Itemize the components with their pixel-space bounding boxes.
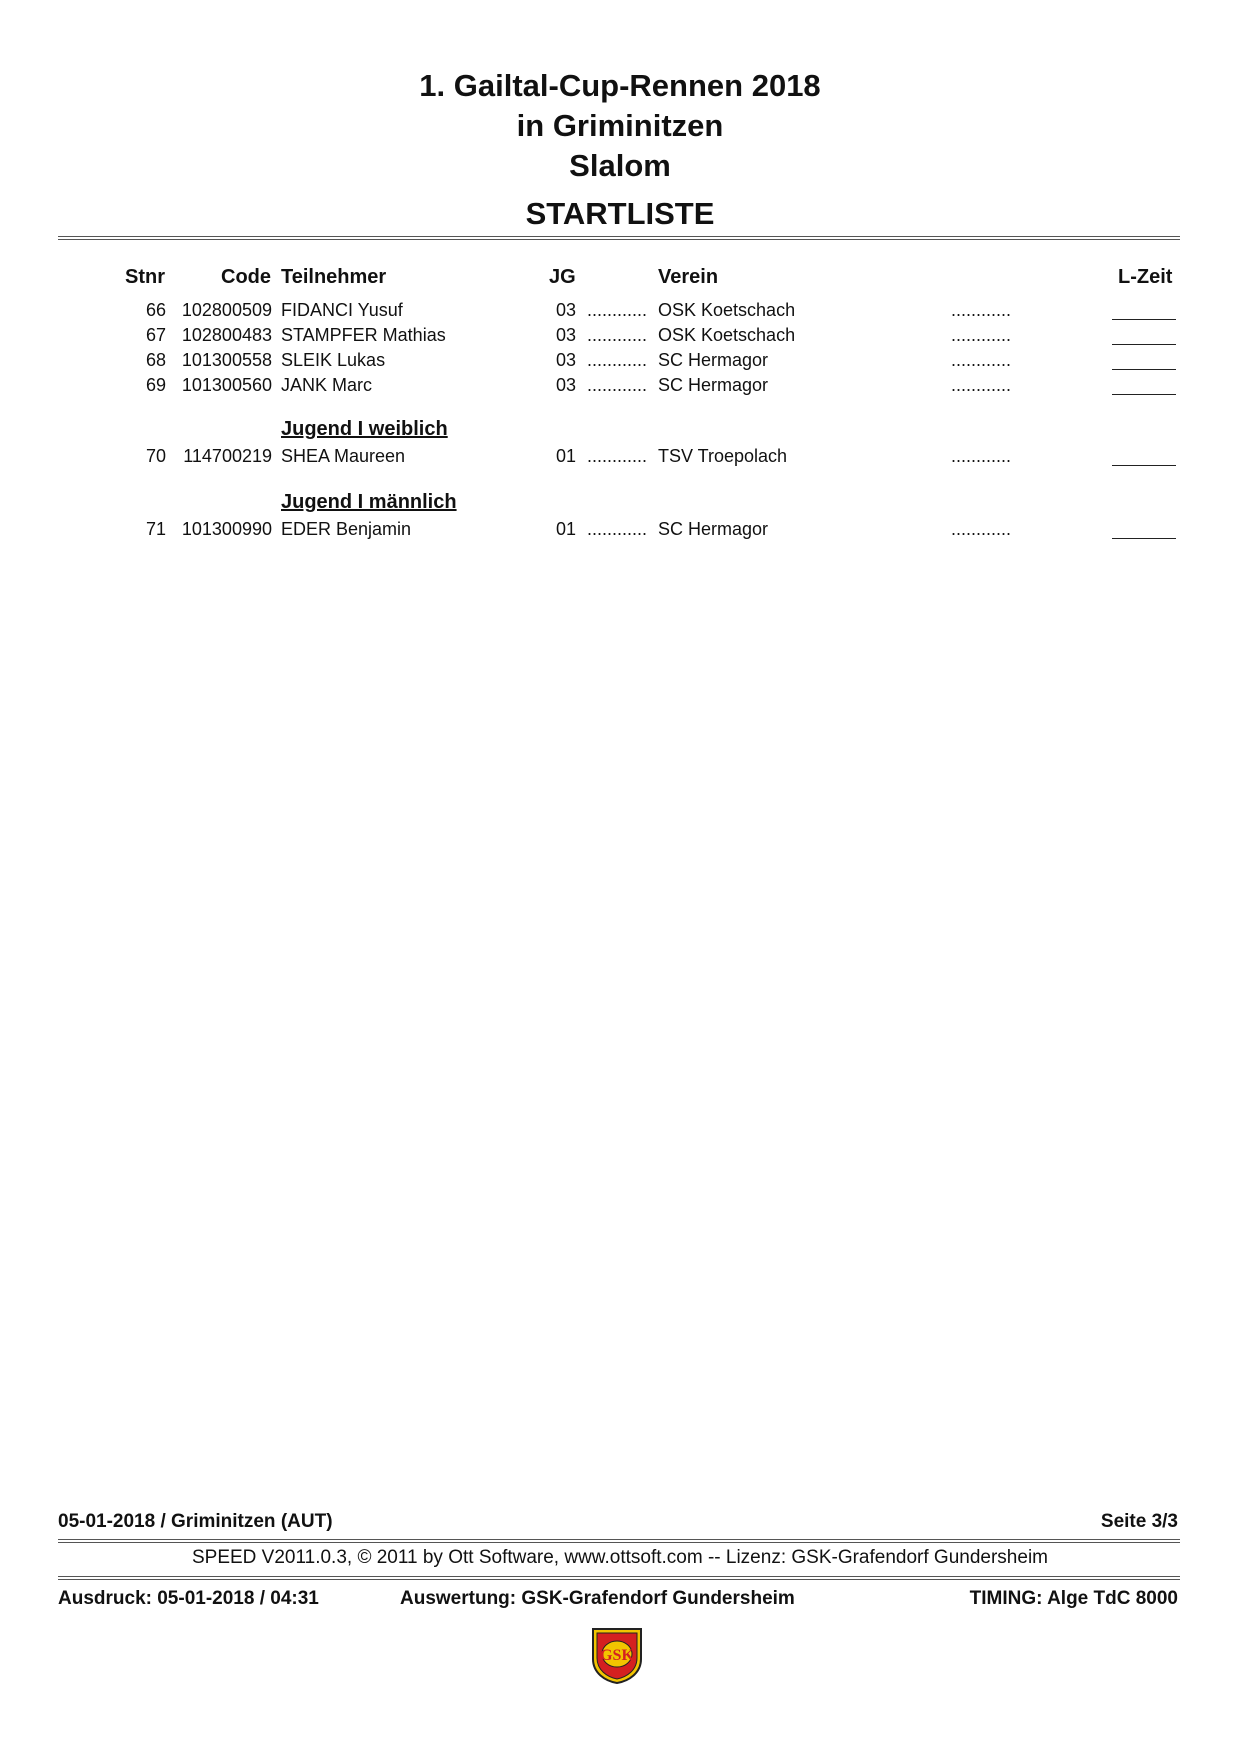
table-row [0,373,1240,397]
birth-year: 03 [556,325,577,345]
athlete-code: 101300990 [181,519,272,539]
category-heading: Jugend I männlich [281,491,457,513]
table-row [0,298,1240,322]
col-header-jg: JG [549,266,576,288]
time-blank [1112,520,1176,539]
event-title: 1. Gailtal-Cup-Rennen 2018 [419,68,821,103]
athlete-name: JANK Marc [281,375,373,395]
leader-dots: ............ [587,325,648,345]
leader-dots: ............ [587,446,648,466]
gsk-club-logo [585,1625,649,1685]
athlete-code: 101300560 [181,375,272,395]
birth-year: 01 [556,519,577,539]
footer-page-number: Seite 3/3 [1100,1511,1178,1532]
leader-dots: ............ [951,350,1012,370]
start-number: 69 [145,375,166,395]
start-number: 70 [145,446,166,466]
time-blank [1112,376,1176,395]
list-title: STARTLISTE [525,196,715,231]
footer-divider-bottom [58,1576,1180,1580]
start-number: 66 [145,300,166,320]
club-name: TSV Troepolach [658,446,788,466]
table-row [0,348,1240,372]
club-name: OSK Koetschach [658,300,796,320]
athlete-name: EDER Benjamin [281,519,412,539]
club-name: OSK Koetschach [658,325,796,345]
start-number: 71 [145,519,166,539]
birth-year: 03 [556,350,577,370]
athlete-name: SHEA Maureen [281,446,406,466]
time-blank [1112,351,1176,370]
category-heading: Jugend I weiblich [281,418,448,440]
athlete-name: FIDANCI Yusuf [281,300,403,320]
table-row [0,323,1240,347]
athlete-name: SLEIK Lukas [281,350,386,370]
table-row [0,517,1240,541]
start-number: 67 [145,325,166,345]
leader-dots: ............ [951,375,1012,395]
leader-dots: ............ [587,375,648,395]
footer-software-credit: SPEED V2011.0.3, © 2011 by Ott Software, www.ottsoft.com -- Lizenz: GSK-Grafendorf Gundersheim [191,1547,1048,1568]
col-header-code: Code [221,266,271,288]
table-row [0,444,1240,468]
athlete-code: 102800483 [181,325,272,345]
footer-printout: Ausdruck: 05-01-2018 / 04:31 [58,1588,319,1609]
time-blank [1112,301,1176,320]
birth-year: 03 [556,300,577,320]
birth-year: 03 [556,375,577,395]
start-number: 68 [145,350,166,370]
footer-evaluation: Auswertung: GSK-Grafendorf Gundersheim [400,1588,795,1609]
athlete-code: 101300558 [181,350,272,370]
header-divider [58,236,1180,240]
footer-date-place: 05-01-2018 / Griminitzen (AUT) [58,1511,333,1532]
club-name: SC Hermagor [658,350,769,370]
leader-dots: ............ [587,350,648,370]
athlete-name: STAMPFER Mathias [281,325,446,345]
leader-dots: ............ [951,325,1012,345]
club-name: SC Hermagor [658,519,769,539]
col-header-name: Teilnehmer [281,266,387,288]
event-discipline: Slalom [569,148,671,183]
birth-year: 01 [556,446,577,466]
time-blank [1112,447,1176,466]
col-header-club: Verein [658,266,719,288]
logo-text: GSK [600,1647,634,1664]
leader-dots: ............ [587,519,648,539]
footer-divider-top [58,1539,1180,1543]
footer-timing: TIMING: Alge TdC 8000 [969,1588,1178,1609]
leader-dots: ............ [951,519,1012,539]
athlete-code: 102800509 [181,300,272,320]
col-header-stnr: Stnr [125,266,165,288]
event-location: in Griminitzen [516,108,724,143]
time-blank [1112,326,1176,345]
leader-dots: ............ [951,446,1012,466]
col-header-lzeit: L-Zeit [1118,266,1173,288]
leader-dots: ............ [951,300,1012,320]
leader-dots: ............ [587,300,648,320]
club-name: SC Hermagor [658,375,769,395]
athlete-code: 114700219 [183,446,272,466]
